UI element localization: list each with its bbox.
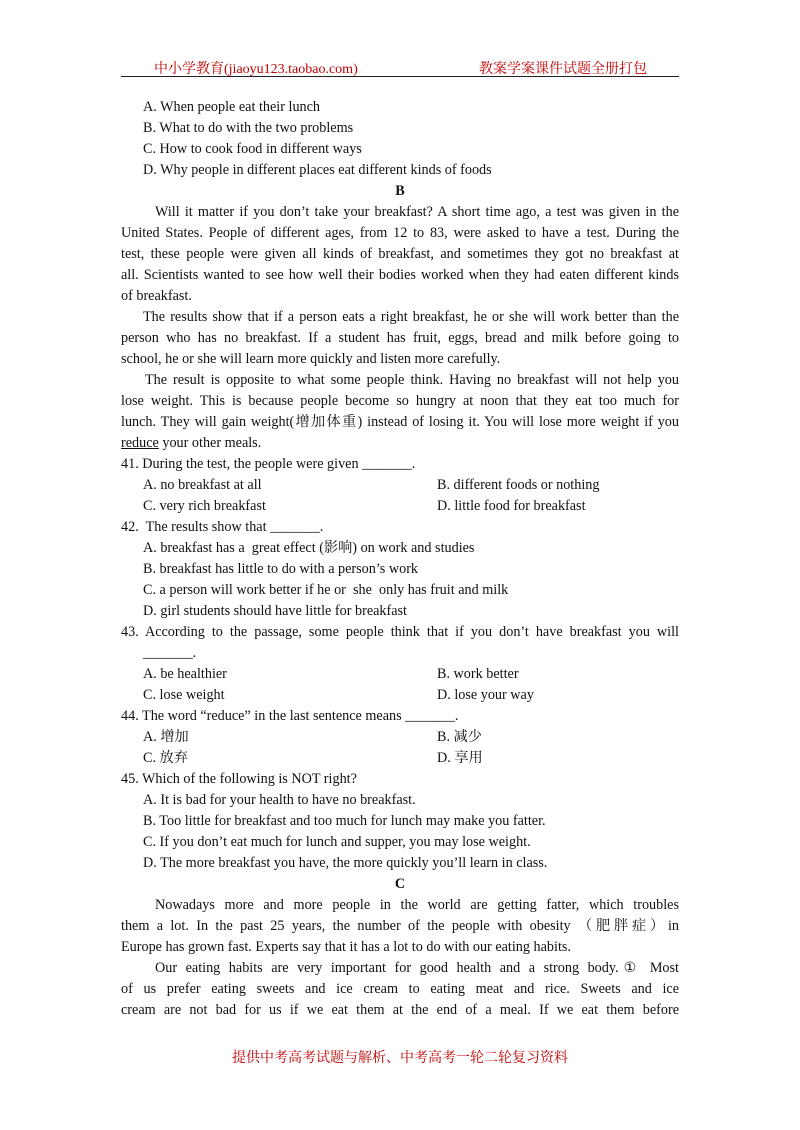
underlined-word-reduce: reduce <box>121 435 159 451</box>
q44-option-b: B. 减少 <box>437 729 482 745</box>
q42-stem: 42. The results show that _______. <box>121 519 324 535</box>
q44-option-a: A. 增加 <box>143 729 189 745</box>
q41-option-a: A. no breakfast at all <box>143 477 262 493</box>
q43-option-d: D. lose your way <box>437 687 534 703</box>
q44-options-row1 <box>121 727 679 748</box>
section-c-heading: C <box>394 876 406 892</box>
q45-option-d: D. The more breakfast you have, the more quickly you’ll learn in class. <box>143 855 548 871</box>
page-header <box>121 56 679 77</box>
passage-b-p3-line1: The result is opposite to what some people think. Having no breakfast will not help you <box>145 372 679 388</box>
passage-b-p1-line1: Will it matter if you don’t take your breakfast? A short time ago, a test was given in the <box>155 204 679 220</box>
header-right-text: 教案学案课件试题全册打包 <box>479 62 647 77</box>
prev-option-a: A. When people eat their lunch <box>143 99 321 115</box>
passage-b-p2-line1: The results show that if a person eats a right breakfast, he or she will work better than the <box>143 309 679 325</box>
passage-c-p1-line1: Nowadays more and more people in the world are getting fatter, which troubles <box>155 897 679 913</box>
passage-b-p2-line3: school, he or she will learn more quickly and listen more carefully. <box>121 351 501 367</box>
passage-b-p1-line5: of breakfast. <box>121 288 192 304</box>
document-body <box>121 97 679 1021</box>
q41-stem: 41. During the test, the people were given _______. <box>121 456 416 472</box>
q43-options-row1 <box>121 664 679 685</box>
passage-b-p3-line3: lunch. They will gain weight(增加体重) instead of losing it. You will lose more weight if you <box>121 414 679 430</box>
q43-stem: 43. According to the passage, some people think that if you don’t have breakfast you will <box>121 624 679 640</box>
passage-c-p2-line2: of us prefer eating sweets and ice cream to eating meat and rice. Sweets and ice <box>121 981 679 997</box>
header-left-text: 中小学教育(jiaoyu123.taobao.com) <box>154 62 358 77</box>
q41-option-c: C. very rich breakfast <box>143 498 266 514</box>
q45-stem: 45. Which of the following is NOT right? <box>121 771 357 787</box>
prev-option-c: C. How to cook food in different ways <box>143 141 362 157</box>
passage-b-p1-line3: test, these people were given all kinds of breakfast, and sometimes they got no breakfast at <box>121 246 679 262</box>
q43-option-a: A. be healthier <box>143 666 227 682</box>
passage-b-p2-line2: person who has no breakfast. If a student has fruit, eggs, bread and milk before going to <box>121 330 679 346</box>
q45-option-c: C. If you don’t eat much for lunch and supper, you may lose weight. <box>143 834 531 850</box>
q41-options-row1 <box>121 475 679 496</box>
passage-b-p3-line4 <box>121 433 679 454</box>
q44-option-c: C. 放弃 <box>143 750 188 766</box>
prev-option-d: D. Why people in different places eat different kinds of foods <box>143 162 492 178</box>
page-footer: 提供中考高考试题与解析、中考高考一轮二轮复习资料 <box>232 1051 568 1066</box>
passage-b-p1-line4: all. Scientists wanted to see how well their bodies worked when they had eaten different kinds <box>121 267 679 283</box>
q44-stem: 44. The word “reduce” in the last sentence means _______. <box>121 708 459 724</box>
q41-options-row2 <box>121 496 679 517</box>
q43-blank: _______. <box>143 645 197 661</box>
q41-option-d: D. little food for breakfast <box>437 498 586 514</box>
q44-option-d: D. 享用 <box>437 750 483 766</box>
q42-option-a: A. breakfast has a great effect (影响) on work and studies <box>143 540 475 556</box>
passage-b-p3-line2: lose weight. This is because people become so hungry at noon that they eat too much for <box>121 393 679 409</box>
q43-options-row2 <box>121 685 679 706</box>
q45-option-a: A. It is bad for your health to have no breakfast. <box>143 792 416 808</box>
q43-option-c: C. lose weight <box>143 687 225 703</box>
passage-c-p1-line2: them a lot. In the past 25 years, the number of the people with obesity （肥胖症）in <box>121 918 679 934</box>
passage-b-p1-line2: United States. People of different ages, from 12 to 83, were asked to have a test. During the <box>121 225 679 241</box>
passage-b-p3-line4-rest: your other meals. <box>158 435 262 451</box>
q45-option-b: B. Too little for breakfast and too much for lunch may make you fatter. <box>143 813 546 829</box>
q41-option-b: B. different foods or nothing <box>437 477 600 493</box>
section-b-heading: B <box>395 183 405 199</box>
prev-option-b: B. What to do with the two problems <box>143 120 354 136</box>
passage-c-p1-line3: Europe has grown fast. Experts say that it has a lot to do with our eating habits. <box>121 939 571 955</box>
passage-c-p2-line1: Our eating habits are very important for good health and a strong body.① Most <box>155 960 679 976</box>
q42-option-b: B. breakfast has little to do with a person’s work <box>143 561 419 577</box>
q42-option-c: C. a person will work better if he or she only has fruit and milk <box>143 582 509 598</box>
passage-c-p2-line3: cream are not bad for us if we eat them at the end of a meal. If we eat them before <box>121 1002 679 1018</box>
q43-option-b: B. work better <box>437 666 519 682</box>
q44-options-row2 <box>121 748 679 769</box>
q42-option-d: D. girl students should have little for breakfast <box>143 603 407 619</box>
